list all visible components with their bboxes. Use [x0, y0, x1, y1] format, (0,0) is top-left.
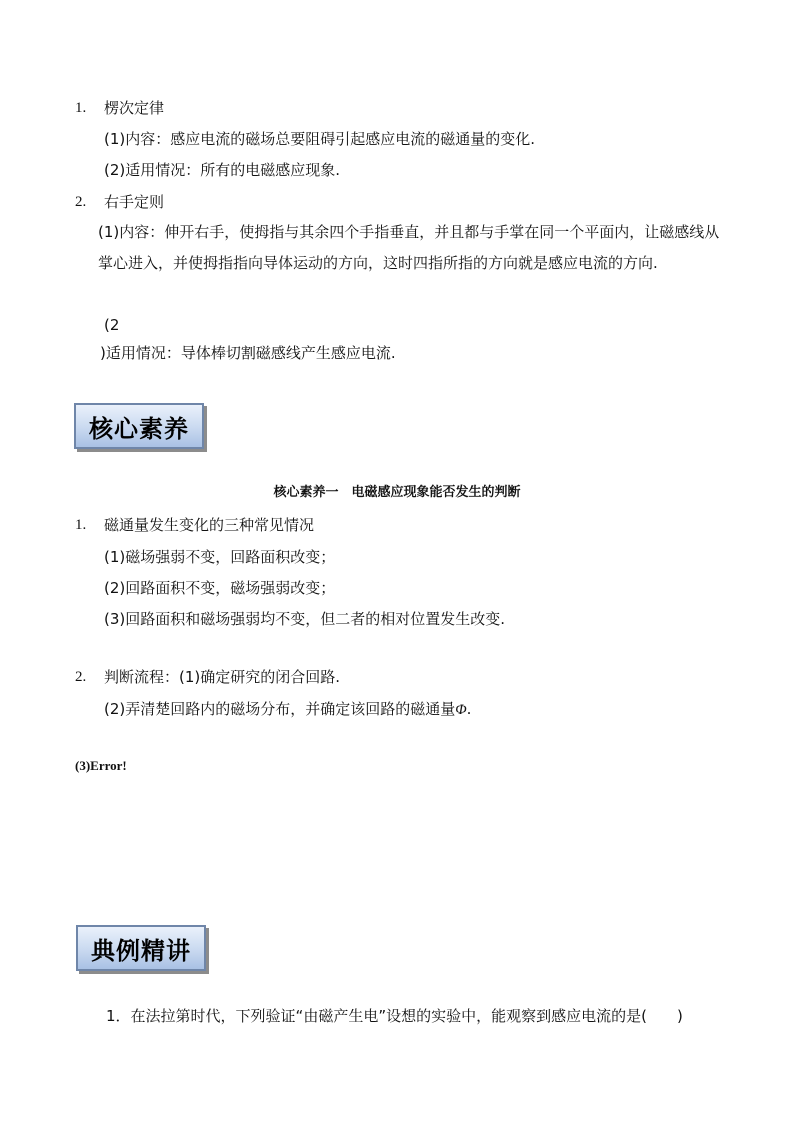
section-subtitle: 核心素养一 电磁感应现象能否发生的判断 [273, 485, 521, 500]
judgement-step-2 [104, 699, 471, 720]
flux-case-2: (2)回路面积不变，磁场强弱改变； [104, 579, 336, 597]
right-hand-scope: )适用情况：导体棒切割磁感线产生感应电流. [100, 344, 396, 362]
judgement-step-2-text: (2)弄清楚回路内的磁场分布，并确定该回路的磁通量 [104, 700, 456, 718]
list-number: 1. [75, 100, 87, 116]
judgement-flow: 判断流程：(1)确定研究的闭合回路. [104, 668, 341, 686]
section-banner-core-literacy: 核心素养 [74, 403, 204, 449]
flux-case-3: (3)回路面积和磁场强弱均不变，但二者的相对位置发生改变. [104, 610, 506, 628]
judgement-step-2-end: . [466, 700, 472, 718]
flux-change-heading: 磁通量发生变化的三种常见情况 [104, 516, 315, 534]
section-banner-examples: 典例精讲 [76, 925, 206, 971]
right-hand-scope-fragment: (2 [104, 316, 120, 334]
heading-lenz-law: 楞次定律 [104, 99, 165, 117]
list-number: 1. [75, 517, 87, 533]
question-1: 1．在法拉第时代，下列验证“由磁产生电”设想的实验中，能观察到感应电流的是( ) [106, 1007, 683, 1025]
lenz-content: (1)内容：感应电流的磁场总要阻碍引起感应电流的磁通量的变化. [104, 130, 536, 148]
lenz-scope: (2)适用情况：所有的电磁感应现象. [104, 161, 341, 179]
error-field: (3)Error! [75, 758, 127, 773]
flux-case-1: (1)磁场强弱不变，回路面积改变； [104, 548, 336, 566]
list-number: 2. [75, 194, 87, 210]
list-number: 2. [75, 669, 87, 685]
flux-symbol: Φ [455, 702, 467, 718]
heading-right-hand-rule: 右手定则 [104, 193, 165, 211]
right-hand-rule-content: (1)内容：伸开右手，使拇指与其余四个手指垂直，并且都与手掌在同一个平面内，让磁感线从掌心进入，并使拇指指向导体运动的方向，这时四指所指的方向就是感应电流的方向. [98, 223, 720, 272]
